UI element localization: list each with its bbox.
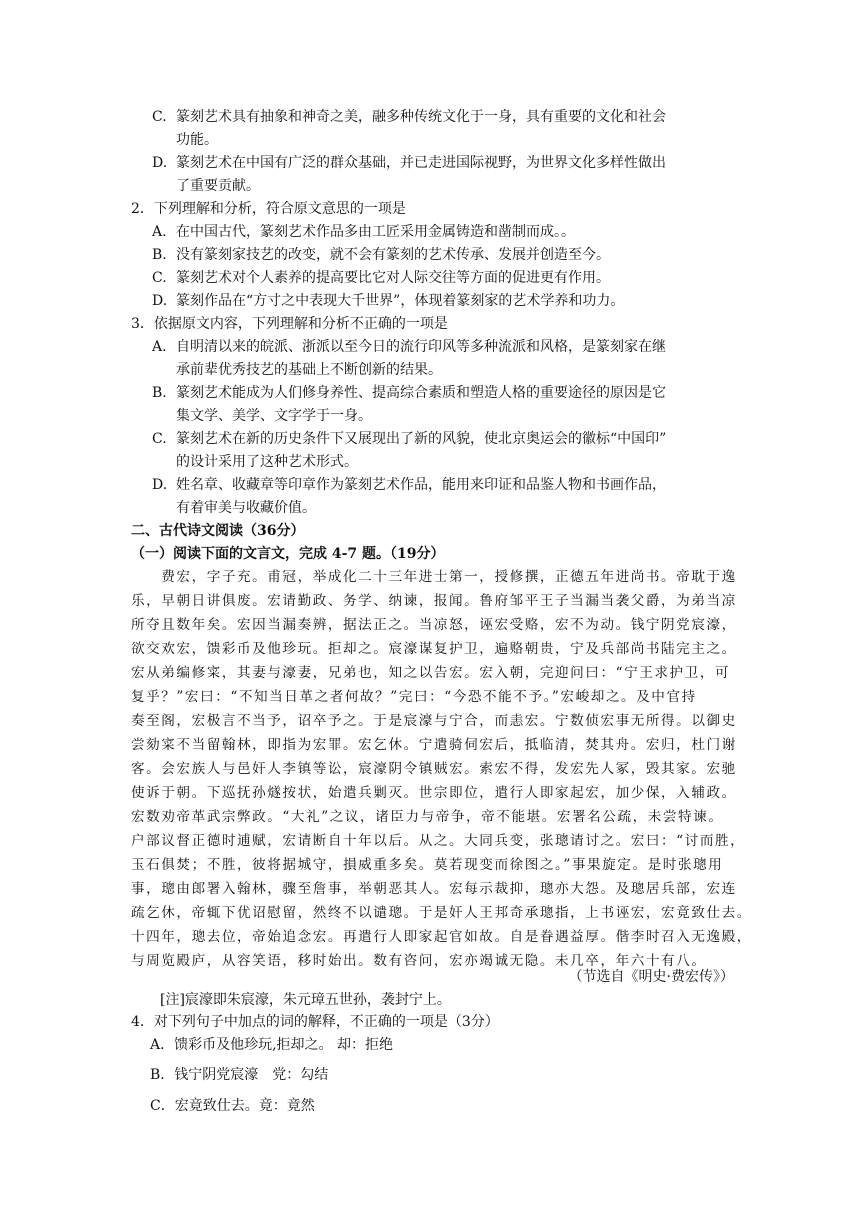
q3-option-d-label: D. (152, 477, 168, 493)
q3-option-c-label: C. (152, 431, 167, 447)
q3-option-a-line1: 自明清以来的皖派、浙派以至今日的流行印风等多种流派和风格，是篆刻家在继 (176, 339, 666, 355)
footnote: [注]宸濠即朱宸濠，朱元璋五世孙，袭封宁上。 (160, 992, 451, 1008)
passage-line: 乐，早朝日讲俱废。宏请勤政、务学、纳谏，报闻。鲁府邹平王子当漏当袭父爵，为弟当凉 (131, 593, 737, 609)
passage-line: 宏数劝帝革武宗弊政。“大礼”之议，诸臣力与帝争，帝不能堪。宏署名公疏，未尝特谏。 (131, 809, 724, 825)
passage-line: 欲交欢宏，馈彩币及他珍玩。拒却之。宸濠谋复护卫，遍赂朝贵，宁及兵部尚书陆完主之。 (131, 641, 737, 657)
q4-option-a: A．馈彩币及他珍玩,拒却之。 却：拒绝 (150, 1037, 394, 1053)
q2-option-b-label: B. (152, 247, 167, 263)
q1-option-d-line1: 篆刻艺术在中国有广泛的群众基础，并已走进国际视野，为世界文化多样性做出 (176, 155, 666, 171)
q3-option-a-label: A. (152, 339, 167, 355)
q4-option-b: B．钱宁阴党宸濠 党：勾结 (150, 1067, 329, 1083)
q3-option-b-line1: 篆刻艺术能成为人们修身养性、提高综合素质和塑造人格的重要途径的原因是它 (176, 385, 666, 401)
subsection-title: （一）阅读下面的文言文，完成 4-7 题。（19分） (131, 546, 445, 562)
q2-option-a: 在中国古代，篆刻艺术作品多由工匠采用金属铸造和凿制而成。。 (176, 224, 575, 240)
q3-option-c-line1: 篆刻艺术在新的历史条件下又展现出了新的风貌，使北京奥运会的徽标“中国印” (176, 431, 667, 447)
passage-line: 与周览殿庐，从容笑语，移时始出。数有咨问，宏亦竭诚无隐。未几卒，年六十有八。 (131, 953, 707, 969)
q3-stem: 3．依据原文内容，下列理解和分析不正确的一项是 (131, 316, 448, 332)
passage-line: 玉石俱焚；不胜，彼将据城守，損威重多矣。莫若现变而徐图之。”事果旋定。是时张璁用 (131, 857, 724, 873)
q4-stem: 4．对下列句子中加点的词的解释，不正确的一项是（3分） (131, 1014, 499, 1030)
passage-line: 户部议督正德时逋赋，宏请断自十年以后。从之。大同兵变，张璁请讨之。宏曰：“讨而胜， (131, 833, 746, 849)
passage-line: 使诉于朝。下巡抚孙燧按状，始遣兵剿灭。世宗即位，遣行人即家起宏，加少保，入辅政。 (131, 785, 737, 801)
q1-option-d-line2: 了重要贡献。 (176, 178, 260, 194)
passage-line: 复乎？”宏曰：“不知当日革之者何故？”完曰：“今恐不能不予。”宏峻却之。及中官持 (131, 689, 697, 705)
q3-option-c-line2: 的设计采用了这种艺术形式。 (176, 454, 358, 470)
q1-option-c-line2: 功能。 (176, 132, 218, 148)
q1-option-c-label: C. (152, 109, 167, 125)
q3-option-b-label: B. (152, 385, 167, 401)
passage-line: 尝劾寀不当留翰林，即指为宏罪。宏乞休。宁遣骑伺宏后，抵临清，焚其舟。宏归，杜门谢 (131, 737, 737, 753)
passage-line: 十四年，璁去位，帝始追念宏。再遣行人即家起官如故。自是眷遇益厚。偕李时召入无逸殿， (131, 929, 752, 945)
passage-line: 客。会宏族人与邑奸人李镇等讼，宸濠阴令镇贼宏。索宏不得，发宏先人冢，毁其家。宏驰 (131, 761, 737, 777)
q2-option-a-label: A. (152, 224, 167, 240)
q2-option-c: 篆刻艺术对个人素养的提高要比它对人际交往等方面的促进更有作用。 (176, 270, 610, 286)
passage-line: 宏从弟编修寀，其妻与濠妻，兄弟也，知之以告宏。宏入朝，完迎问曰：“宁王求护卫，可 (131, 665, 731, 681)
q2-stem: 2．下列理解和分析，符合原文意思的一项是 (131, 201, 406, 217)
q3-option-d-line1: 姓名章、收藏章等印章作为篆刻艺术作品，能用来印证和品鉴人物和书画作品， (176, 477, 666, 493)
passage-line: 奏至阁，宏极言不当予，诏卒予之。于是宸濠与宁合，而恚宏。宁数侦宏事无所得。以御史 (131, 713, 737, 729)
q2-option-c-label: C. (152, 270, 167, 286)
q3-option-a-line2: 承前辈优秀技艺的基础上不断创新的结果。 (176, 362, 442, 378)
passage-line: 疏乞休，帝辄下优诏慰留，然终不以谴璁。于是奸人王邦奇承璁指，上书诬宏，宏竟致仕去。 (131, 905, 752, 921)
q2-option-b: 没有篆刻家技艺的改变，就不会有篆刻的艺术传承、发展并创造至今。 (176, 247, 610, 263)
q2-option-d: 篆刻作品在“方寸之中表现大千世界”，体现着篆刻家的艺术学养和功力。 (176, 293, 625, 309)
passage-source: （节选自《明史·费宏传》） (568, 969, 734, 985)
passage-line: 事，璁由郎署入翰林，骤至詹事，举朝恶其人。宏每示裁抑，璁亦大怨。及璁居兵部，宏连 (131, 881, 737, 897)
q2-option-d-label: D. (152, 293, 168, 309)
q4-option-c: C．宏竟致仕去。竟：竟然 (150, 1098, 315, 1114)
q1-option-d-label: D. (152, 155, 168, 171)
section-title: 二、古代诗文阅读（36分） (131, 523, 305, 539)
passage-line: 费宏，字子充。甫冠，举成化二十三年进士第一，授修撰，正德五年进尚书。帝耽于逸 (131, 569, 737, 585)
q3-option-d-line2: 有着审美与收藏价值。 (176, 500, 316, 516)
passage-line: 所夺且数年矣。宏因当漏奏辨，据法正之。当凉怒，诬宏受赂，宏不为动。钱宁阴党宸濠， (131, 617, 737, 633)
q1-option-c-line1: 篆刻艺术具有抽象和神奇之美，融多种传统文化于一身，具有重要的文化和社会 (176, 109, 666, 125)
q3-option-b-line2: 集文学、美学、文字学于一身。 (176, 408, 372, 424)
